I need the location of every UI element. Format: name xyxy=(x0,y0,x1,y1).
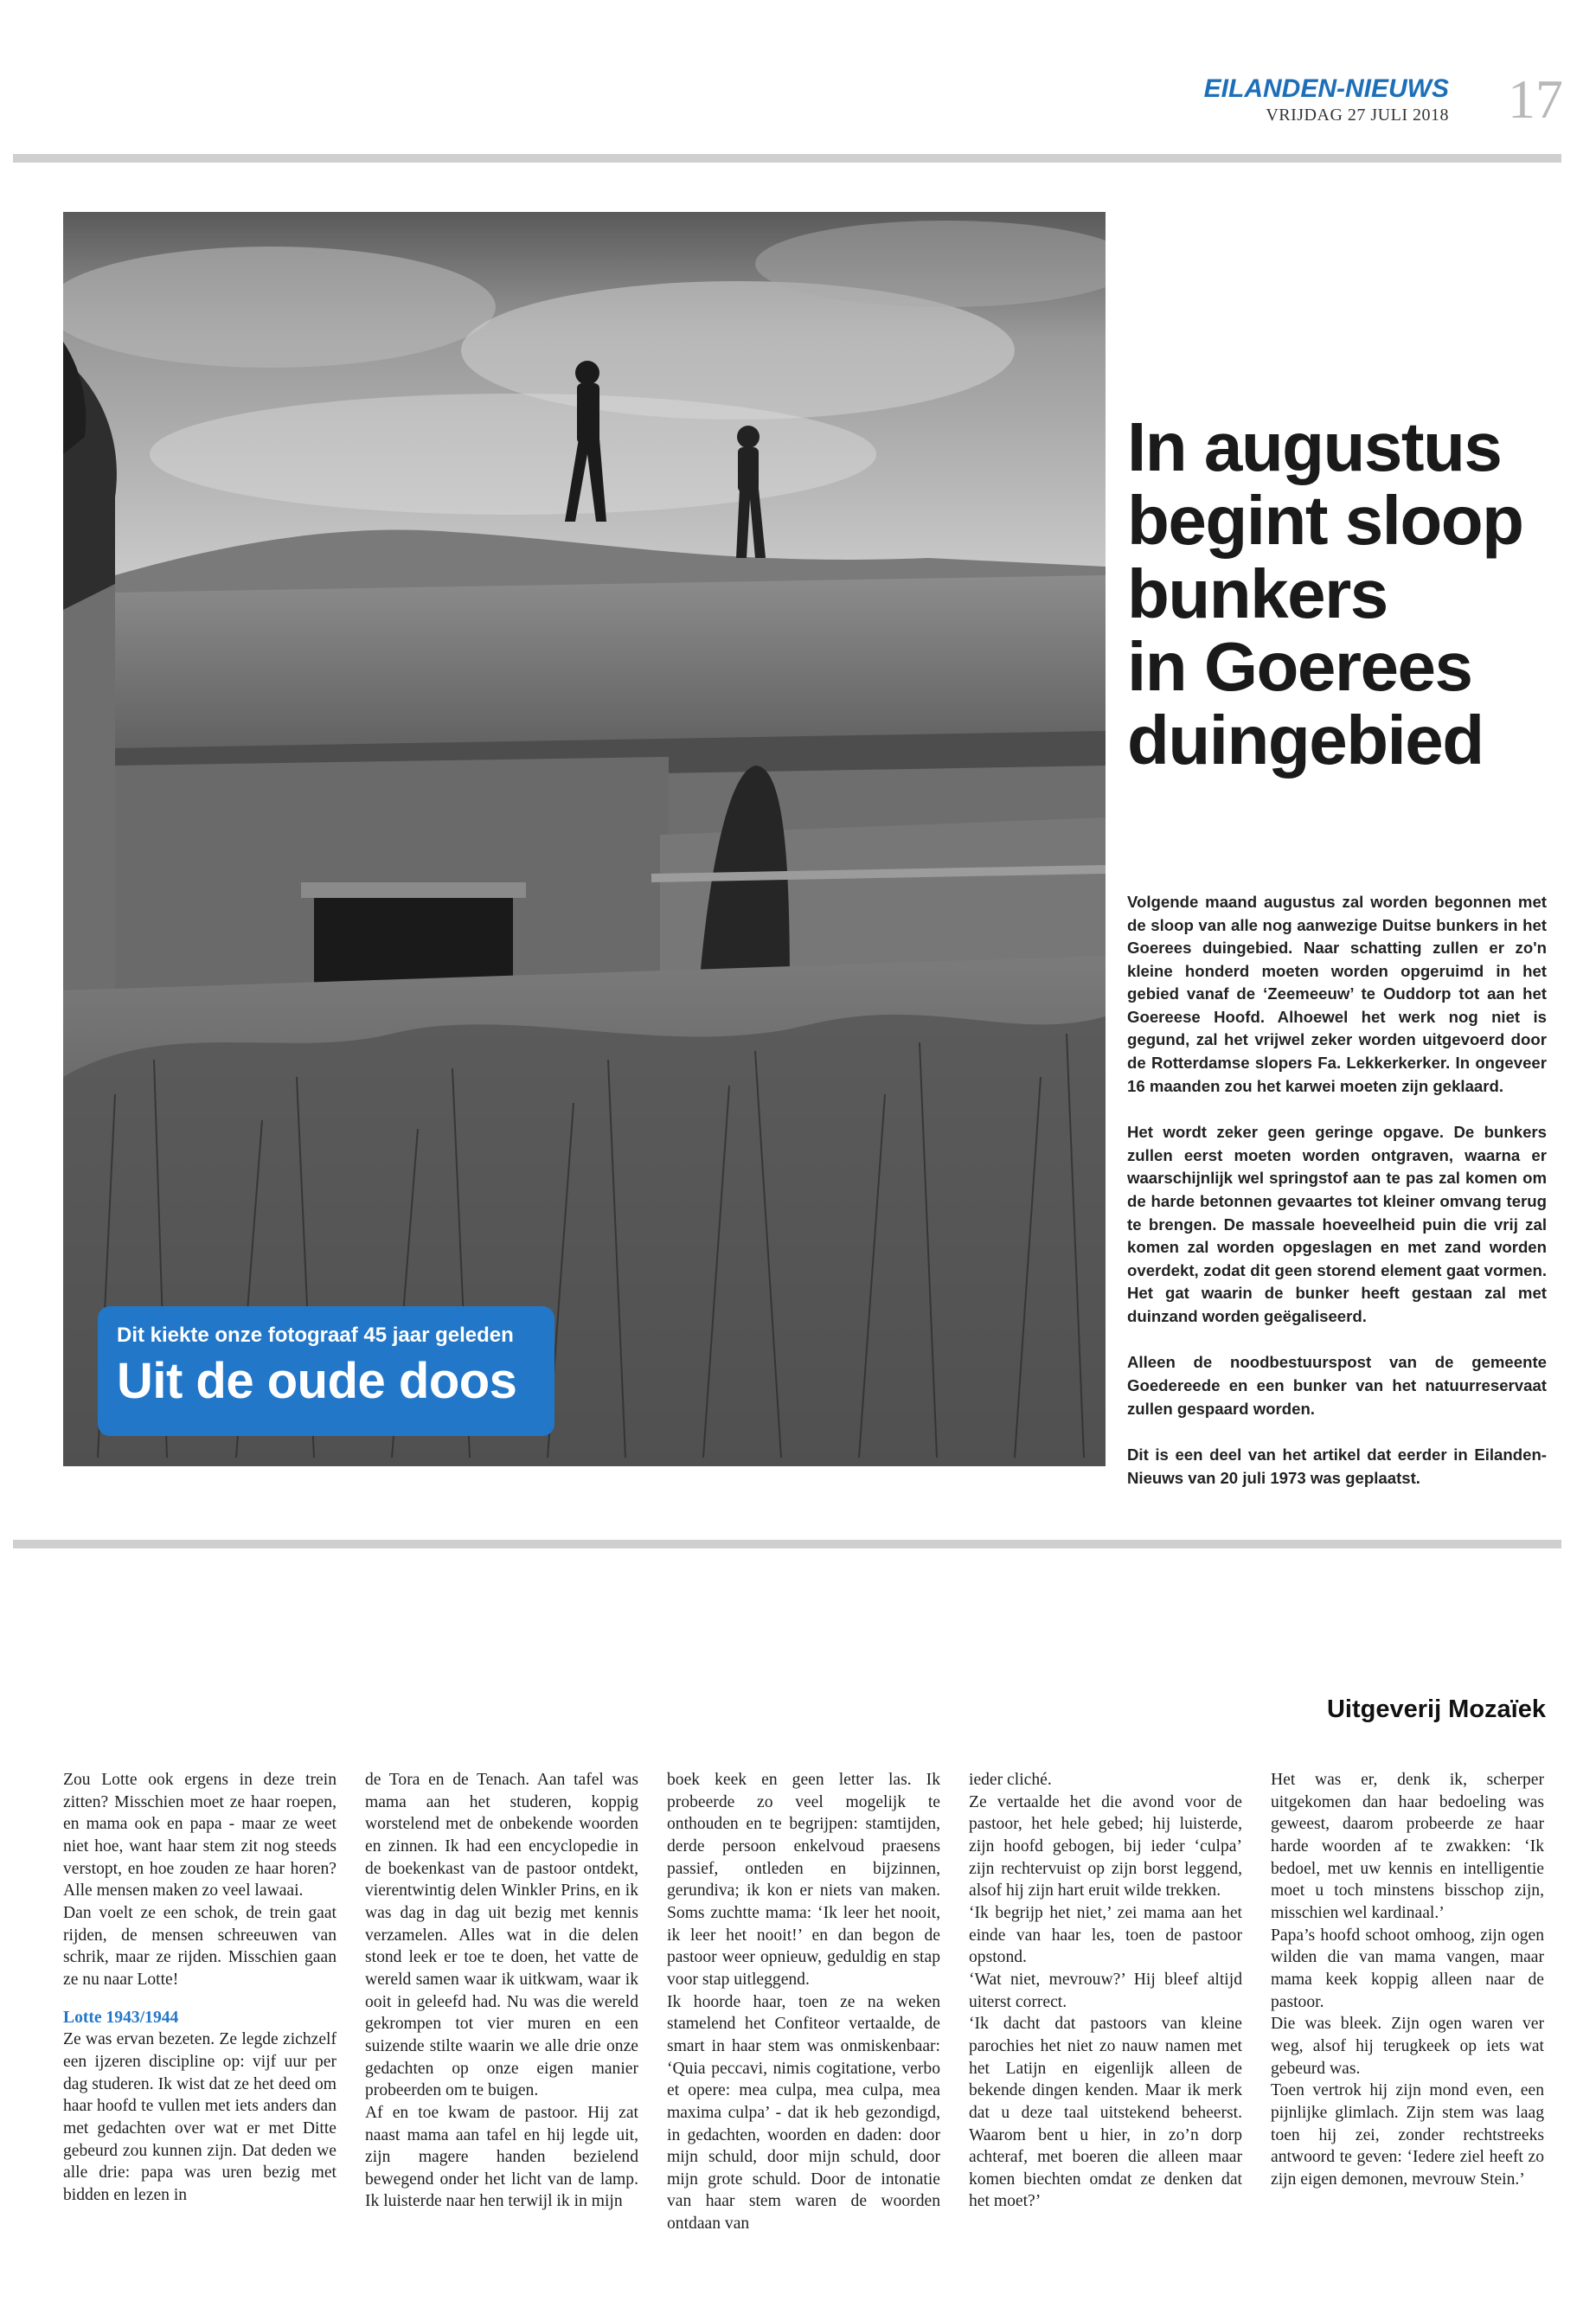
story-column xyxy=(63,1769,337,2235)
serial-story xyxy=(63,1769,1547,2235)
story-paragraph: ieder cliché. xyxy=(969,1771,1052,1789)
story-paragraph: Ze was ervan bezeten. Ze legde zichzelf een ijzeren discipline op: vijf uur per dag studeren. Ik wist dat ze het deed om haar hoofd te vullen met iets anders dan met gedachten over wat er met Ditte gebeurd zou kunnen zijn. Dat deden we alle drie: papa was uren bezig met bidden en lezen in xyxy=(63,2030,337,2204)
feature-badge xyxy=(98,1306,554,1436)
story-paragraph: Het was er, denk ik, scherper uitgekomen dan haar bedoeling was geweest, daarom probeerde ze haar harde woorden af te zwakken: ‘Ik bedoel, met uw kennis en intelligentie moet u toch minstens bisschop zijn, misschien wel kardinaal.’ xyxy=(1271,1771,1544,1922)
story-paragraph: Ik hoorde haar, toen ze na weken stamelend het Confiteor vertaalde, de smart in haar stem was onmiskenbaar: ‘Quia peccavi, nimis cogitatione, verbo et opere: mea culpa, mea culpa, mea maxima culpa’ - dat ik heb gezondigd, in gedachten, woorden en daden: door mijn schuld, door mijn schuld, door mijn grote schuld. Door de intonatie van haar stem waren de woorden ontdaan van xyxy=(667,1992,940,2234)
article-paragraph: Volgende maand augustus zal worden begonnen met de sloop van alle nog aanwezige Duitse bunkers in het Goerees duingebied. Naar schatting zullen er zo'n kleine honderd moeten worden opgeruimd in het gebied vanaf de ‘Zeemeeuw’ te Ouddorp tot aan het Goereese Hoofd. Alhoewel het werk nog niet is gegund, zal het vrijwel zeker worden uitgevoerd door de Rotterdamse slopers Fa. Lekkerkerker. In ongeveer 16 maanden zou het karwei moeten zijn geklaard. xyxy=(1127,893,1547,1095)
headline-line: begint sloop xyxy=(1127,481,1523,559)
headline-line: bunkers xyxy=(1127,554,1388,632)
masthead xyxy=(1204,74,1449,125)
story-column xyxy=(667,1769,940,2235)
headline-line: In augustus xyxy=(1127,408,1502,485)
article-body xyxy=(1127,891,1547,1513)
story-paragraph: ‘Ik dacht dat pastoors van kleine parochies het niet zo nauw namen met het Latijn en eigenlijk alleen de bekende dingen kenden. Maar ik merk dat u deze taal uitstekend beheerst. Waarom bent u hier, in zo’n dorp achteraf, met boeren die alleen maar komen biechten omdat ze denken dat het moet?’ xyxy=(969,2015,1242,2211)
story-paragraph: Zou Lotte ook ergens in deze trein zitten? Misschien moet ze haar roepen, en mama ook en papa - maar ze weet niet hoe, want haar stem zit nog steeds verstopt, en hoe zouden ze haar horen? Alle mensen maken zo veel lawaai. xyxy=(63,1771,337,1900)
publisher-credit: Uitgeverij Mozaïek xyxy=(1326,1695,1546,1723)
bunker-photo-illustration xyxy=(63,212,1106,1466)
story-column xyxy=(969,1769,1242,2235)
article-paragraph: Alleen de noodbestuurspost van de gemeente Goedereede en een bunker van het natuurreservaat zullen gespaard worden. xyxy=(1127,1353,1547,1418)
badge-title: Uit de oude doos xyxy=(117,1353,517,1409)
story-paragraph: Ze vertaalde het die avond voor de pastoor, het hele gebed; hij luisterde, zijn hoofd gebogen, bij ieder ‘culpa’ zijn rechtervuist op zijn borst leggend, alsof hij zijn hart eruit wilde trekken. xyxy=(969,1792,1242,1900)
story-paragraph: de Tora en de Tenach. Aan tafel was mama aan het studeren, koppig worstelend met de onbekende woorden en zinnen. Ik had een encyclopedie in de boekenkast van de pastoor ontdekt, vierentwintig delen Winkler Prins, en ik was dag in dag uit bezig met kennis verzamelen. Alles wat in die delen stond leek er toe te doen, het vatte de wereld samen waar ik uitkwam, waar ik ooit in geleefd had. Nu was die wereld gekrompen tot vier muren en een suizende stilte waarin we alle drie onze gedachten op onze eigen manier probeerden om te buigen. xyxy=(365,1771,638,2100)
page-number: 17 xyxy=(1508,68,1563,130)
article-paragraph: Dit is een deel van het artikel dat eerder in Eilanden-Nieuws van 20 juli 1973 was geplaatst. xyxy=(1127,1445,1547,1487)
story-paragraph: ‘Ik begrijp het niet,’ zei mama aan het einde van haar les, toen de pastoor opstond. xyxy=(969,1903,1242,1967)
archive-photo xyxy=(63,212,1106,1466)
newspaper-logo[interactable]: EILANDEN-NIEUWS xyxy=(1203,74,1449,103)
badge-subtitle: Dit kiekte onze fotograaf 45 jaar geleden xyxy=(117,1324,514,1347)
story-paragraph: boek keek en geen letter las. Ik probeerde zo veel mogelijk te onthouden en te begrijpen: stamtijden, derde persoon enkelvoud praesens passief, ontleden en bijzinnen, gerundiva; ik kon er niets van maken. Soms zuchtte mama: ‘Ik leer het nooit, ik leer het nooit!’ en dan begon de pastoor weer opnieuw, geduldig en stap voor stap uitleggend. xyxy=(667,1771,940,1989)
story-paragraph: Dan voelt ze een schok, de trein gaat rijden, de mensen schreeuwen van schrik, maar ze rijden. Misschien gaan ze nu naar Lotte! xyxy=(63,1903,337,1989)
story-column xyxy=(1271,1769,1544,2235)
publication-date: VRIJDAG 27 JULI 2018 xyxy=(1266,106,1449,125)
article-paragraph: Het wordt zeker geen geringe opgave. De bunkers zullen eerst moeten worden ontgraven, waarna er waarschijnlijk wel springstof aan te pas zal komen om de harde betonnen gevaartes tot kleiner omvang terug te brengen. De massale hoeveelheid puin die vrij zal komen zal worden opgeslagen en met zand worden overdekt, zodat dit geen storend element gaat vormen. Het gat waarin de bunker heeft gestaan zal met duinzand worden geëgaliseerd. xyxy=(1127,1123,1547,1325)
story-paragraph: ‘Wat niet, mevrouw?’ Hij bleef altijd uiterst correct. xyxy=(969,1970,1242,2011)
story-paragraph: Af en toe kwam de pastoor. Hij zat naast mama aan tafel en hij legde uit, zijn magere handen bezielend bewegend onder het licht van de lamp. Ik luisterde naar hen terwijl ik in mijn xyxy=(365,2103,638,2211)
story-paragraph: Papa’s hoofd schoot omhoog, zijn ogen wilden die van mama vangen, maar mama keek koppig alleen naar de pastoor. xyxy=(1271,1926,1544,2011)
headline-line: in Goerees xyxy=(1127,628,1472,706)
section-divider xyxy=(13,1540,1561,1548)
story-paragraph: Die was bleek. Zijn ogen waren ver weg, alsof hij terugkeek op iets wat gebeurd was. xyxy=(1271,2015,1544,2078)
headline-line: duingebied xyxy=(1127,702,1484,779)
story-column xyxy=(365,1769,638,2235)
article-headline xyxy=(1127,408,1577,779)
chapter-heading: Lotte 1943/1944 xyxy=(63,2008,179,2027)
top-divider xyxy=(13,154,1561,163)
story-paragraph: Toen vertrok hij zijn mond even, een pijnlijke glimlach. Zijn stem was laag toen hij zei, zonder rechtstreeks antwoord te geven: ‘Iedere ziel heeft zo zijn eigen demonen, mevrouw Stein.’ xyxy=(1271,2081,1544,2189)
